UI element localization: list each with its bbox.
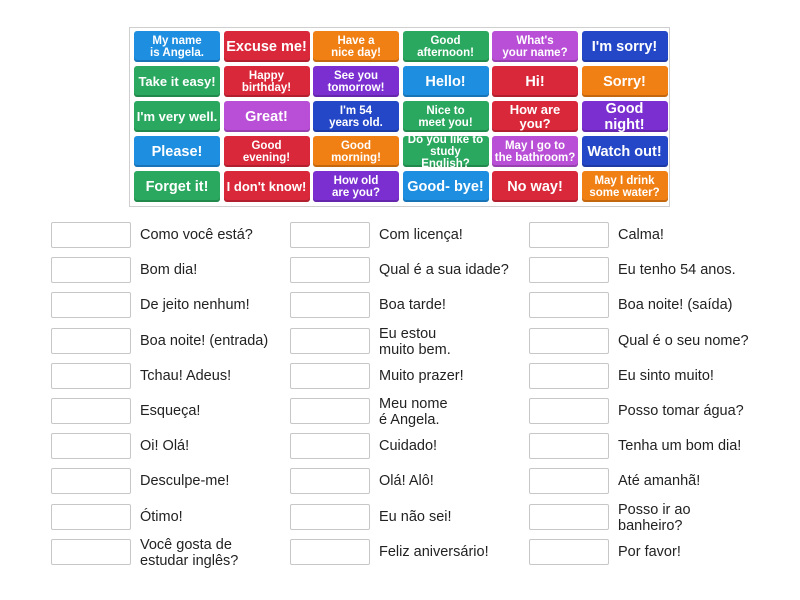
target-label: Até amanhã! (618, 473, 701, 490)
answer-tile[interactable]: What's your name? (492, 31, 578, 62)
answer-tile[interactable]: Forget it! (134, 171, 220, 202)
answer-tile[interactable]: Do you like to study English? (403, 136, 489, 167)
answer-tile[interactable]: Take it easy! (134, 66, 220, 97)
drop-zone[interactable] (51, 257, 131, 283)
target-label: Com licença! (379, 227, 463, 243)
target-label: Posso ir ao banheiro? (618, 501, 691, 534)
drop-zone[interactable] (290, 539, 370, 565)
target-label: Você gosta de estudar inglês? (140, 536, 239, 569)
answer-tile[interactable]: I'm very well. (134, 101, 220, 132)
answer-tile[interactable]: Good night! (582, 101, 668, 132)
target-label: Eu não sei! (379, 508, 452, 525)
target-label: Feliz aniversário! (379, 543, 489, 560)
target-label: Posso tomar água? (618, 403, 744, 419)
answer-tile[interactable]: How old are you? (313, 171, 399, 202)
target-label: Boa tarde! (379, 297, 446, 314)
answer-tile[interactable]: See you tomorrow! (313, 66, 399, 97)
drop-zone[interactable] (51, 539, 131, 565)
answer-tile[interactable]: Please! (134, 136, 220, 167)
target-label: Como você está? (140, 227, 253, 243)
target-label: Tchau! Adeus! (140, 367, 232, 384)
target-label: De jeito nenhum! (140, 297, 250, 314)
answer-tile[interactable]: Happy birthday! (224, 66, 310, 97)
drop-zone[interactable] (529, 257, 609, 283)
drop-zone[interactable] (290, 292, 370, 318)
drop-zone[interactable] (529, 433, 609, 459)
target-label: Boa noite! (saída) (618, 297, 733, 314)
answer-tile[interactable]: Watch out! (582, 136, 668, 167)
drop-zone[interactable] (290, 257, 370, 283)
answer-tile[interactable]: I'm 54 years old. (313, 101, 399, 132)
drop-zone[interactable] (529, 222, 609, 248)
drop-zone[interactable] (529, 504, 609, 530)
target-label: Meu nome é Angela. (379, 396, 448, 428)
drop-zone[interactable] (529, 398, 609, 424)
answer-tile[interactable]: Hello! (403, 66, 489, 97)
answer-tile[interactable]: May I go to the bathroom? (492, 136, 578, 167)
answer-tile[interactable]: May I drink some water? (582, 171, 668, 202)
target-label: Tenha um bom dia! (618, 438, 742, 455)
target-label: Eu sinto muito! (618, 367, 714, 384)
target-label: Cuidado! (379, 438, 438, 455)
answer-tile[interactable]: I'm sorry! (582, 31, 668, 62)
drop-zone[interactable] (529, 292, 609, 318)
drop-zone[interactable] (51, 468, 131, 494)
target-label: Oi! Olá! (140, 438, 190, 455)
answer-tile[interactable]: Sorry! (582, 66, 668, 97)
target-label: Desculpe-me! (140, 473, 230, 490)
answer-tile[interactable]: Good- bye! (403, 171, 489, 202)
answer-tile[interactable]: Excuse me! (224, 31, 310, 62)
drop-zone[interactable] (529, 328, 609, 354)
drop-zone[interactable] (290, 328, 370, 354)
drop-zone[interactable] (290, 433, 370, 459)
drop-zone[interactable] (529, 468, 609, 494)
answer-tile[interactable]: Nice to meet you! (403, 101, 489, 132)
answer-tile[interactable]: No way! (492, 171, 578, 202)
drop-zone[interactable] (51, 433, 131, 459)
answer-tile[interactable]: Have a nice day! (313, 31, 399, 62)
target-label: Eu tenho 54 anos. (618, 262, 736, 279)
drop-zone[interactable] (290, 363, 370, 389)
drop-zone[interactable] (51, 398, 131, 424)
target-label: Qual é a sua idade? (379, 262, 509, 279)
answer-tile[interactable]: Great! (224, 101, 310, 132)
drop-zone[interactable] (290, 504, 370, 530)
target-label: Por favor! (618, 543, 681, 560)
target-label: Muito prazer! (379, 367, 464, 384)
drop-zone[interactable] (290, 398, 370, 424)
target-label: Ótimo! (140, 508, 183, 525)
answer-tile[interactable]: I don't know! (224, 171, 310, 202)
drop-zone[interactable] (51, 222, 131, 248)
drop-zone[interactable] (51, 363, 131, 389)
answer-tile[interactable]: How are you? (492, 101, 578, 132)
answer-tile[interactable]: Good morning! (313, 136, 399, 167)
drop-zone[interactable] (290, 468, 370, 494)
target-label: Olá! Alô! (379, 473, 434, 490)
drop-zone[interactable] (290, 222, 370, 248)
target-label: Qual é o seu nome? (618, 332, 749, 349)
target-label: Boa noite! (entrada) (140, 332, 269, 349)
drop-zone[interactable] (51, 504, 131, 530)
drop-zone[interactable] (51, 292, 131, 318)
target-label: Bom dia! (140, 262, 198, 279)
drop-zone[interactable] (529, 363, 609, 389)
answer-tile[interactable]: Good afternoon! (403, 31, 489, 62)
answer-tile[interactable]: Good evening! (224, 136, 310, 167)
target-label: Eu estou muito bem. (379, 325, 451, 358)
answer-tile[interactable]: Hi! (492, 66, 578, 97)
answer-tile[interactable]: My name is Angela. (134, 31, 220, 62)
drop-zone[interactable] (529, 539, 609, 565)
drop-zone[interactable] (51, 328, 131, 354)
target-label: Esqueça! (140, 403, 201, 419)
target-label: Calma! (618, 227, 664, 243)
tile-bank (129, 27, 670, 207)
